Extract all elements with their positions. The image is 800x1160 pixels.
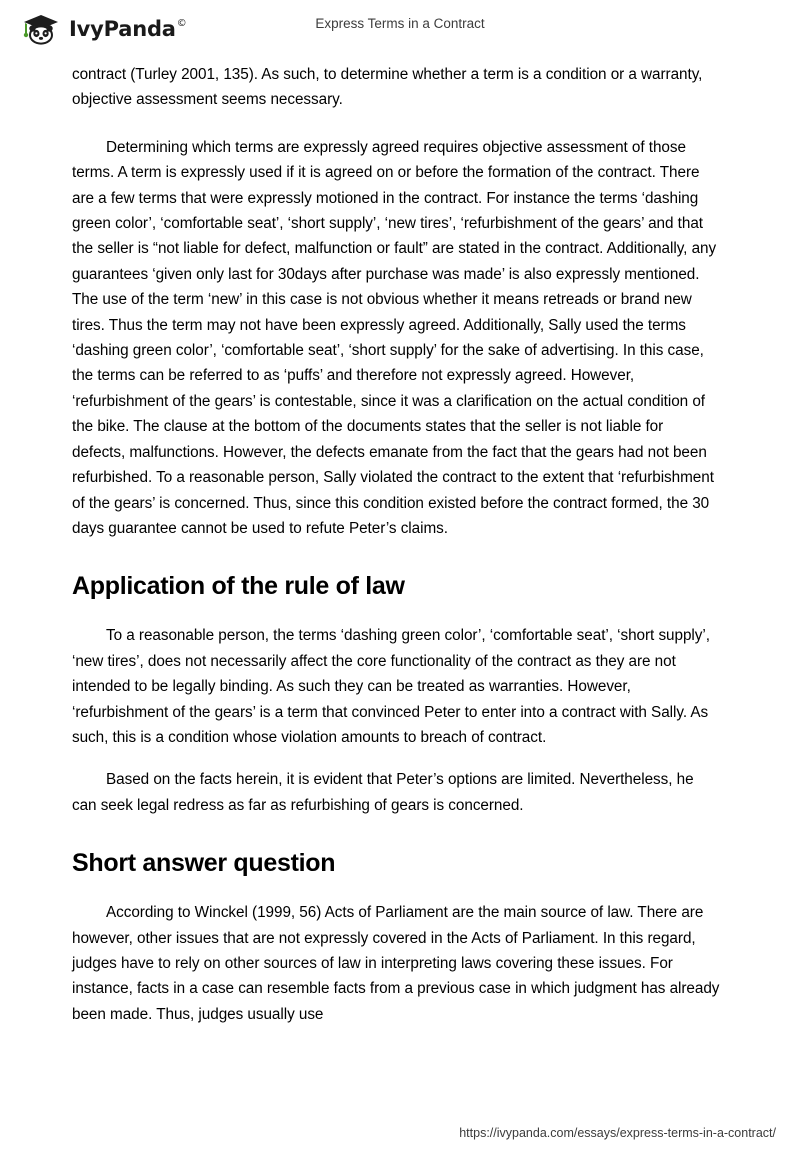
paragraph: To a reasonable person, the terms ‘dashing green color’, ‘comfortable seat’, ‘short supply’, ‘new tires’, does not necessarily affect the core functionality of the contract as they are not intended to be legally binding. As such they can be treated as warranties. However, ‘refurbishment of the gears’ is a term that convinced Peter to enter into a contract with Sally. As such, this is a condition whose violation amounts to breach of contract. <box>72 627 710 746</box>
document-body <box>72 62 720 1027</box>
spacer <box>72 602 720 623</box>
page-header <box>0 0 800 54</box>
section-heading: Application of the rule of law <box>72 572 405 601</box>
spacer <box>72 541 720 570</box>
brand-copyright-mark: © <box>176 18 187 29</box>
spacer <box>72 750 720 767</box>
brand-name-text: IvyPanda <box>69 17 176 41</box>
paragraph: contract (Turley 2001, 135). As such, to determine whether a term is a condition or a warranty, objective assessment seems necessary. <box>72 66 703 109</box>
source-url-link[interactable]: https://ivypanda.com/essays/express-terms-in-a-contract/ <box>459 1126 776 1140</box>
paragraph: According to Winckel (1999, 56) Acts of Parliament are the main source of law. There are however, other issues that are not expressly covered in the Acts of Parliament. In this regard, judges have to rely on other sources of law in interpreting laws covering these issues. For instance, facts in a case can resemble facts from a previous case in which judgment has already been made. Thus, judges usually use <box>72 904 720 1023</box>
paragraph: Based on the facts herein, it is evident that Peter’s options are limited. Nevertheless, he can seek legal redress as far as refurbishing of gears is concerned. <box>72 771 694 814</box>
spacer <box>72 879 720 900</box>
page-title: Express Terms in a Contract <box>315 16 485 31</box>
section-heading: Short answer question <box>72 849 336 878</box>
page-footer <box>0 1124 800 1142</box>
paragraph: Determining which terms are expressly agreed requires objective assessment of those terms. A term is expressly used if it is agreed on or before the formation of the contract. There are a few terms that were expressly motioned in the contract. For instance the terms ‘dashing green color’, ‘comfortable seat’, ‘short supply’, ‘new tires’, ‘refurbishment of the gears’ and that the seller is “not liable for defect, malfunction or fault” are stated in the contract. Additionally, any guarantees ‘given only last for 30days after purchase was made’ is also expressly mentioned. The use of the term ‘new’ in this case is not obvious whether it means retreads or brand new tires. Thus the term may not have been expressly agreed. Additionally, Sally used the terms ‘dashing green color’, ‘comfortable seat’, ‘short supply’ for the sake of advertising. In this case, the terms can be referred to as ‘puffs’ and therefore not expressly agreed. However, ‘refurbishment of the gears’ is contestable, since it was a clarification on the actual condition of the bike. The clause at the bottom of the documents states that the seller is not liable for defects, malfunctions. However, the defects emanate from the fact that the gears had not been refurbished. To a reasonable person, Sally violated the contract to the extent that ‘refurbishment of the gears’ is concerned. Thus, since this condition existed before the contract formed, the 30 days guarantee cannot be used to refute Peter’s claims. <box>72 138 717 537</box>
spacer <box>72 818 720 847</box>
spacer <box>72 113 720 135</box>
